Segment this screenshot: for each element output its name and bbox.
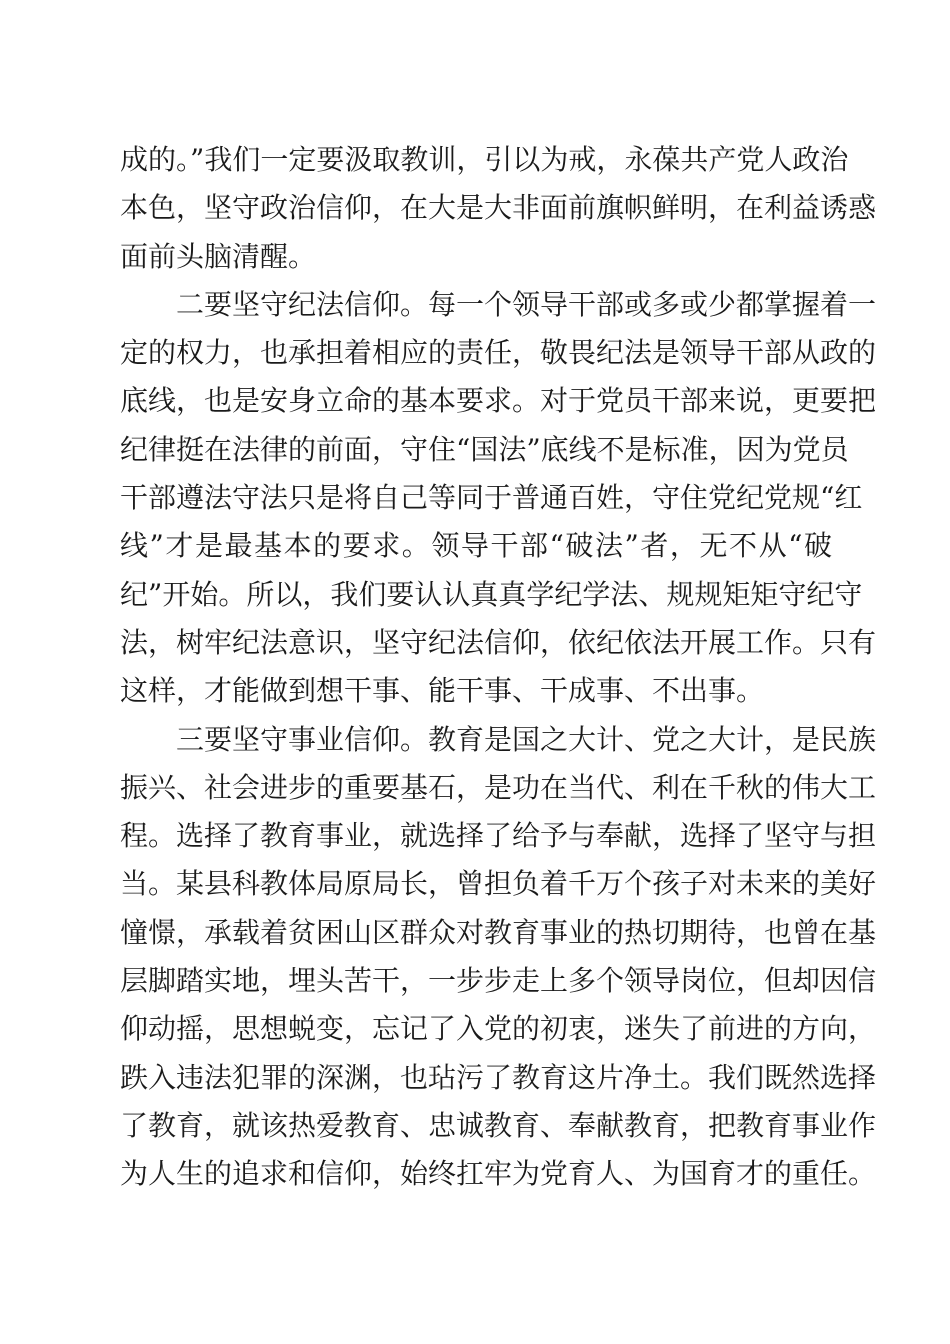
text-line: 振兴、社会进步的重要基石，是功在当代、利在千秋的伟大工 <box>120 770 877 804</box>
paragraph-start-line: 三要坚守事业信仰。教育是国之大计、党之大计，是民族 <box>176 722 877 756</box>
text-line: 面前头脑清醒。 <box>120 239 317 273</box>
text-line: 这样，才能做到想干事、能干事、干成事、不出事。 <box>120 674 765 708</box>
text-line: 为人生的追求和信仰，始终扛牢为党育人、为国育才的重任。 <box>120 1157 877 1191</box>
paragraph-start-line: 二要坚守纪法信仰。每一个领导干部或多或少都掌握着一 <box>176 287 877 321</box>
text-line: 仰动摇，思想蜕变，忘记了入党的初衷，迷失了前进的方向， <box>120 1012 877 1046</box>
text-line: 成的。”我们一定要汲取教训，引以为戒，永葆共产党人政治 <box>120 143 849 176</box>
text-line: 程。选择了教育事业，就选择了给予与奉献，选择了坚守与担 <box>120 819 877 853</box>
text-line: 纪律挺在法律的前面，守住“国法”底线不是标准，因为党员 <box>120 432 849 466</box>
text-line: 干部遵法守法只是将自己等同于普通百姓，守住党纪党规“红 <box>120 481 863 515</box>
text-line: 跌入违法犯罪的深渊，也玷污了教育这片净土。我们既然选择 <box>120 1060 877 1094</box>
text-line: 纪”开始。所以，我们要认认真真学纪学法、规规矩矩守纪守 <box>120 577 863 611</box>
text-line: 本色，坚守政治信仰，在大是大非面前旗帜鲜明，在利益诱惑 <box>120 191 877 225</box>
body-text <box>120 136 877 1199</box>
text-line: 线”才是最基本的要求。领导干部“破法”者，无不从“破 <box>120 529 832 563</box>
text-line: 定的权力，也承担着相应的责任，敬畏纪法是领导干部从政的 <box>120 336 877 370</box>
text-line: 了教育，就该热爱教育、忠诚教育、奉献教育，把教育事业作 <box>120 1108 877 1142</box>
text-line: 憧憬，承载着贫困山区群众对教育事业的热切期待，也曾在基 <box>120 915 877 949</box>
text-line: 层脚踏实地，埋头苦干，一步步走上多个领导岗位，但却因信 <box>120 964 877 998</box>
text-line: 当。某县科教体局原局长，曾担负着千万个孩子对未来的美好 <box>120 867 877 901</box>
text-line: 法，树牢纪法意识，坚守纪法信仰，依纪依法开展工作。只有 <box>120 625 877 659</box>
text-line: 底线，也是安身立命的基本要求。对于党员干部来说，更要把 <box>120 384 877 418</box>
